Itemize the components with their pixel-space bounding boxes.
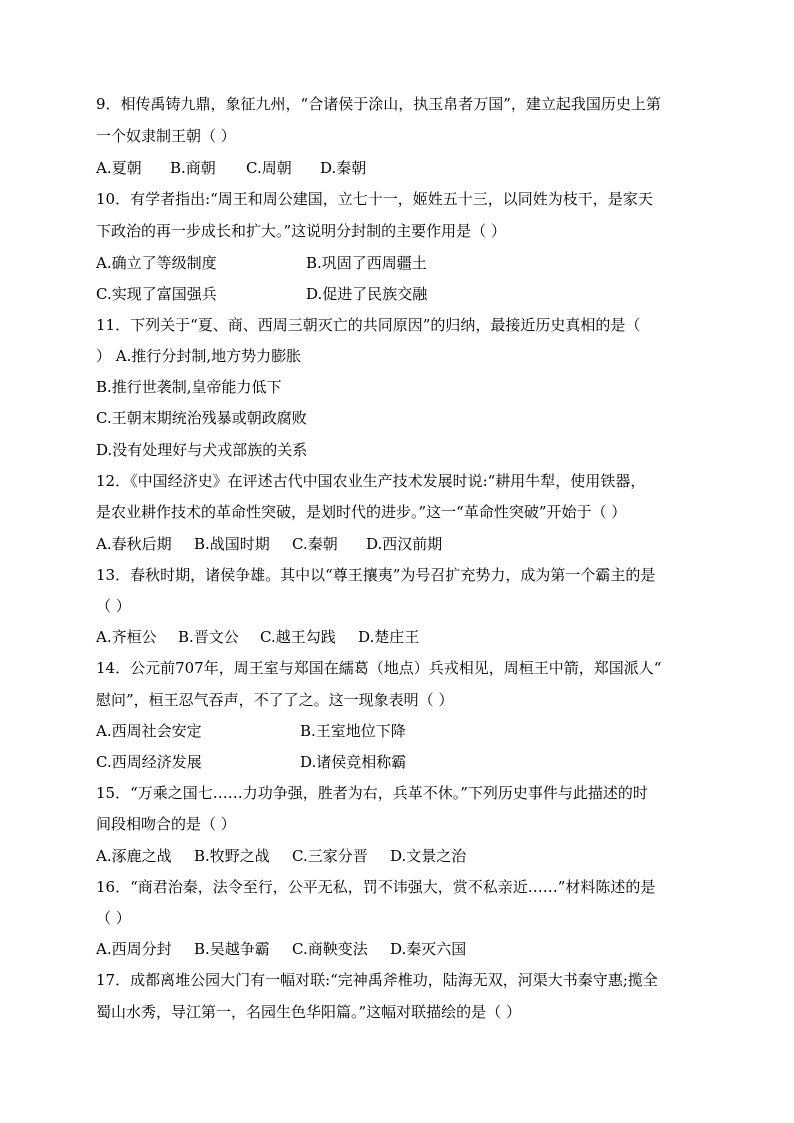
question-10-options-row-1 (96, 253, 706, 273)
question-13-options (96, 627, 706, 647)
option-d: D.文景之治 (390, 847, 467, 865)
question-13-line-1: 13．春秋时期，诸侯争雄。其中以“尊王攘夷”为号召扩充势力，成为第一个霸主的是 (96, 566, 656, 584)
option-c: C.三家分晋 (292, 847, 368, 865)
option-a: A.齐桓公 (96, 628, 157, 646)
question-15-options (96, 846, 706, 866)
option-b: B.吴越争霸 (194, 940, 270, 958)
option-c: C.秦朝 (292, 535, 338, 553)
question-11-line-1: 11．下列关于“夏、商、西周三朝灭亡的共同原因”的归纳，最接近历史真相的是（ (96, 316, 641, 334)
option-b: B.晋文公 (178, 628, 239, 646)
question-17-line-1: 17．成都离堆公园大门有一幅对联:“完神禹斧椎功，陆海无双，河渠大书秦守惠;揽全 (96, 971, 658, 989)
option-a: A.确立了等级制度 (96, 254, 217, 272)
option-d: D.秦朝 (320, 159, 367, 177)
option-c: C.商鞅变法 (292, 940, 368, 958)
option-c: C.越王勾践 (260, 628, 336, 646)
question-16-line-2: （ ） (96, 909, 131, 927)
option-b: B.牧野之战 (194, 847, 270, 865)
question-11-option-b: B.推行世袭制,皇帝能力低下 (96, 378, 282, 396)
option-c: C.实现了富国强兵 (96, 285, 217, 303)
question-15-line-2: 间段相吻合的是（ ） (96, 815, 236, 833)
question-11-option-c: C.王朝末期统治残暴或朝政腐败 (96, 409, 307, 427)
option-a: A.西周分封 (96, 940, 172, 958)
option-c: C.西周经济发展 (96, 753, 202, 771)
option-b: B.巩固了西周疆土 (306, 254, 427, 272)
question-10-line-1: 10．有学者指出:“周王和周公建国，立七十一，姬姓五十三，以同姓为枝干，是家天 (96, 190, 653, 208)
option-a: A.夏朝 (96, 159, 142, 177)
question-11-option-d: D.没有处理好与犬戎部族的关系 (96, 441, 308, 459)
option-b: B.王室地位下降 (300, 722, 406, 740)
question-17-line-2: 蜀山水秀，导江第一，名园生色华阳篇。”这幅对联描绘的是（ ） (96, 1003, 521, 1021)
option-b: B.商朝 (170, 159, 216, 177)
question-10-options-row-2 (96, 284, 706, 304)
option-b: B.战国时期 (194, 535, 270, 553)
option-d: D.西汉前期 (366, 535, 443, 553)
question-14-options-row-2 (96, 752, 706, 772)
option-d: D.秦灭六国 (390, 940, 467, 958)
question-14-line-1: 14．公元前707年，周王室与郑国在繻葛（地点）兵戎相见，周桓王中箭，郑国派人“ (96, 659, 662, 677)
option-c: C.周朝 (246, 159, 292, 177)
question-14-options-row-1 (96, 721, 706, 741)
question-16-options (96, 939, 706, 959)
question-10-line-2: 下政治的再一步成长和扩大。”这说明分封制的主要作用是（ ） (96, 222, 506, 240)
question-11-line-2: ） A.推行分封制,地方势力膨胀 (96, 347, 302, 365)
question-9-options (96, 158, 706, 178)
question-13-line-2: （ ） (96, 597, 131, 615)
question-9-line-2: 一个奴隶制王朝（ ） (96, 127, 236, 145)
question-12-line-2: 是农业耕作技术的革命性突破，是划时代的进步。”这一“革命性突破”开始于（ ） (96, 503, 627, 521)
question-14-line-2: 慰问”，桓王忍气吞声，不了了之。这一现象表明（ ） (96, 691, 454, 709)
option-d: D.诸侯竞相称霸 (300, 753, 407, 771)
question-12-line-1: 12．《中国经济史》在评述古代中国农业生产技术发展时说:“耕用牛犁，使用铁器， (96, 472, 646, 490)
question-16-line-1: 16．“商君治秦，法令至行，公平无私，罚不讳强大，赏不私亲近……”材料陈述的是 (96, 878, 656, 896)
question-12-options (96, 534, 706, 554)
option-a: A.涿鹿之战 (96, 847, 172, 865)
question-15-line-1: 15．“万乘之国七……力功争强，胜者为右，兵革不休。”下列历史事件与此描述的时 (96, 784, 648, 802)
option-a: A.春秋后期 (96, 535, 172, 553)
question-9-line-1: 9．相传禹铸九鼎，象征九州，“合诸侯于涂山，执玉帛者万国”，建立起我国历史上第 (96, 95, 661, 113)
option-a: A.西周社会安定 (96, 722, 202, 740)
option-d: D.促进了民族交融 (306, 285, 428, 303)
option-d: D.楚庄王 (358, 628, 420, 646)
